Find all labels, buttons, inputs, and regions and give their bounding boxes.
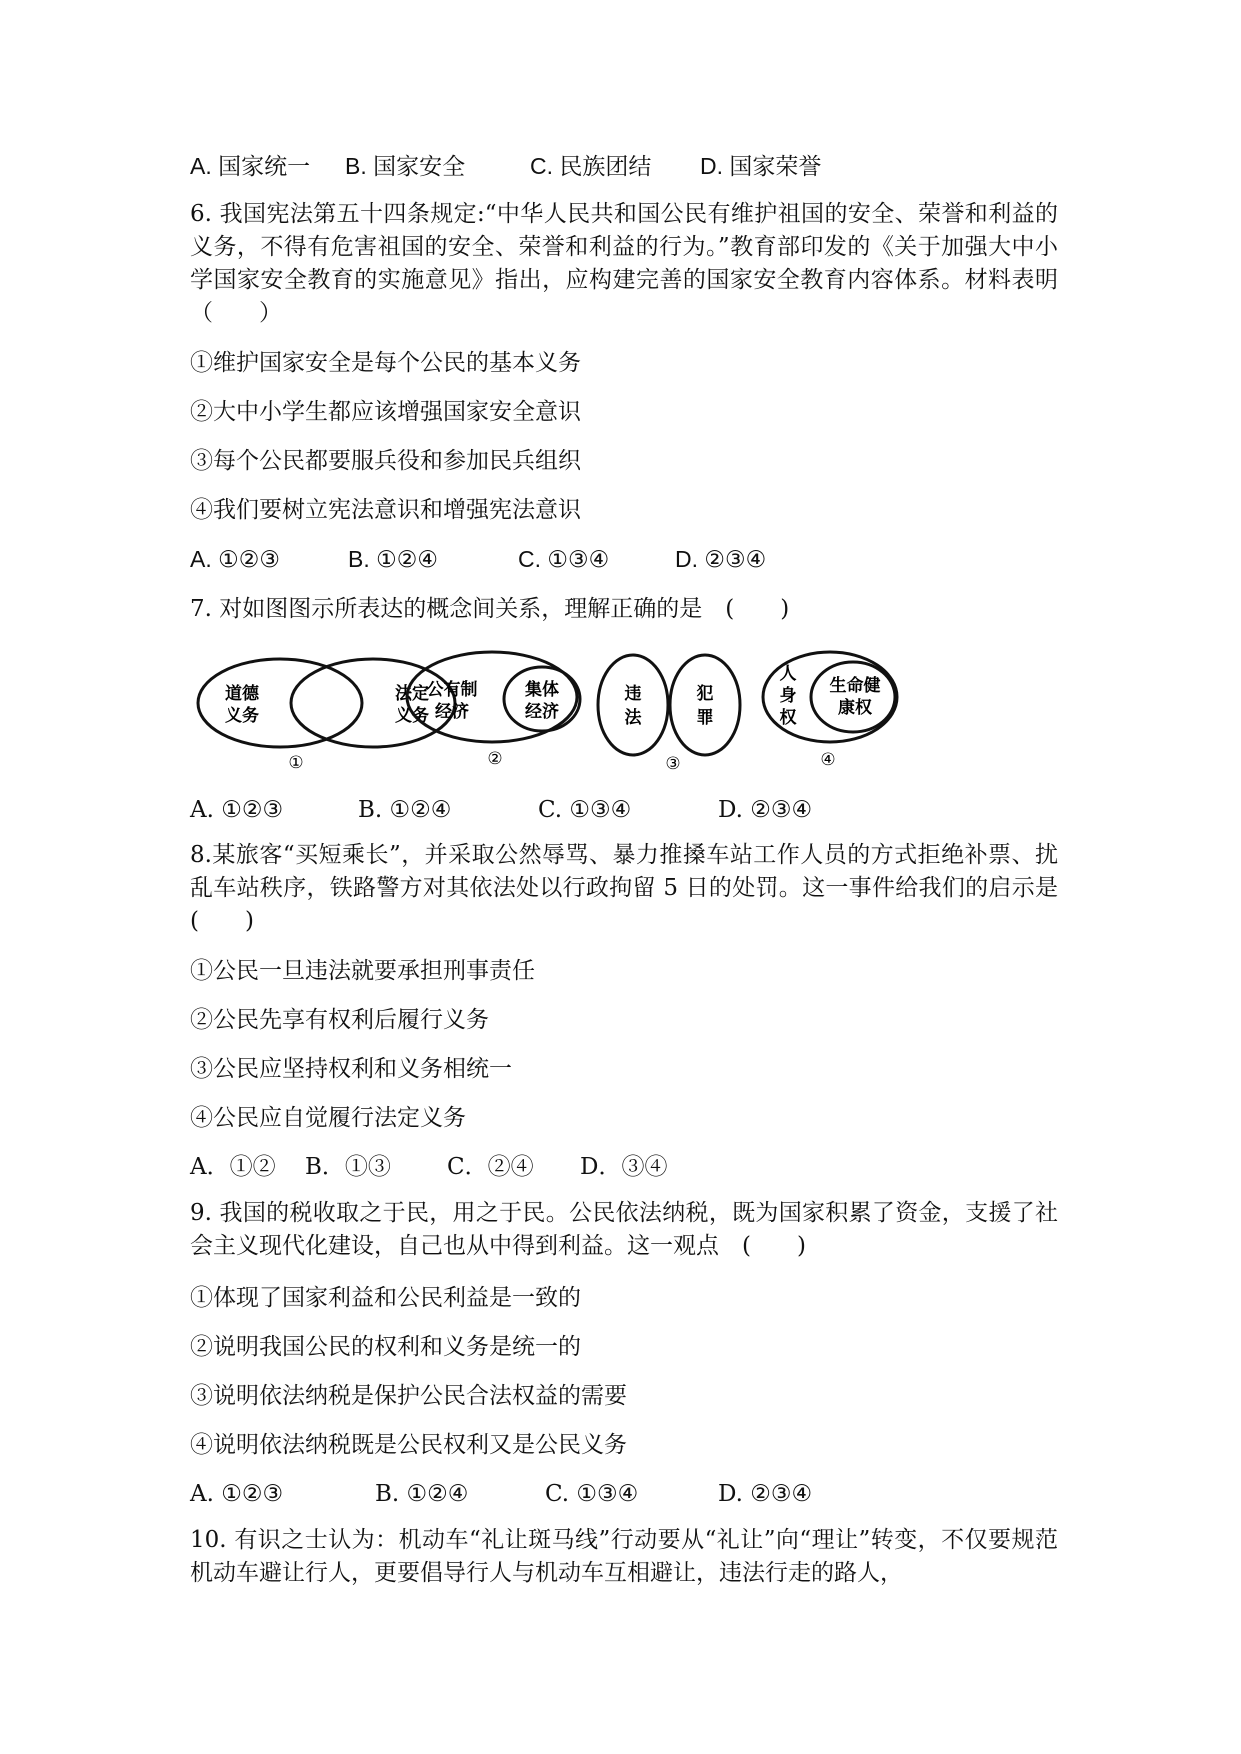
d4-number: ④: [820, 750, 836, 770]
d3-left-line2: 法: [624, 708, 642, 728]
q5-option-d: D. 国家荣誉: [700, 153, 822, 179]
q8-option-b: B．①③: [305, 1154, 391, 1180]
q9-statement-3: ③说明依法纳税是保护公民合法权益的需要: [190, 1383, 627, 1409]
q6-statement-3: ③每个公民都要服兵役和参加民兵组织: [190, 448, 581, 474]
q8-stem: 8.某旅客“买短乘长”，并采取公然辱骂、暴力推搡车站工作人员的方式拒绝补票、扰乱车站秩序，铁路警方对其依法处以行政拘留 5 日的处罚。这一事件给我们的启示是( ): [190, 842, 1058, 934]
q10-stem: 10. 有识之士认为：机动车“礼让斑马线”行动要从“礼让”向“理让”转变，不仅要规范机动车避让行人，更要倡导行人与机动车互相避让，违法行走的路人，: [190, 1527, 1058, 1586]
q8-statement-1: ①公民一旦违法就要承担刑事责任: [190, 958, 535, 984]
q7-option-b: B. ①②④: [358, 797, 452, 823]
q6-option-c: C. ①③④: [518, 546, 610, 572]
q5-option-c: C. 民族团结: [530, 153, 652, 179]
q9-option-d: D. ②③④: [718, 1481, 813, 1507]
d1-left-line2: 义务: [225, 706, 259, 726]
q5-option-b: B. 国家安全: [345, 153, 466, 179]
q6-option-d: D. ②③④: [675, 546, 767, 572]
q7-stem: 7. 对如图图示所表达的概念间关系，理解正确的是 ( ): [190, 596, 790, 622]
q9-option-b: B. ①②④: [375, 1481, 469, 1507]
q8-option-d: D．③④: [580, 1154, 668, 1180]
d1-number: ①: [288, 753, 304, 773]
q8-option-a: A．①②: [190, 1154, 276, 1180]
q9-stem: 9. 我国的税收取之于民，用之于民。公民依法纳税，既为国家积累了资金，支援了社会主义现代化建设，自己也从中得到利益。这一观点 ( ): [190, 1200, 1058, 1259]
d4-outer-line1: 人: [779, 664, 797, 684]
q8-option-c: C．②④: [447, 1154, 534, 1180]
q6-statement-2: ②大中小学生都应该增强国家安全意识: [190, 399, 581, 425]
q6-statement-1: ①维护国家安全是每个公民的基本义务: [190, 350, 581, 376]
d2-outer-line2: 经济: [435, 702, 469, 722]
q8-statement-3: ③公民应坚持权利和义务相统一: [190, 1056, 512, 1082]
d4-inner-line1: 生命健: [829, 676, 881, 696]
d4-outer-line2: 身: [779, 686, 797, 706]
q9-statement-4: ④说明依法纳税既是公民权利又是公民义务: [190, 1432, 627, 1458]
q5-option-a: A. 国家统一: [190, 153, 311, 179]
concept-diagram: [190, 645, 910, 775]
q9-option-c: C. ①③④: [545, 1481, 639, 1507]
d1-right-line1: 法定: [395, 684, 429, 704]
d2-inner-line1: 集体: [525, 680, 559, 700]
d4-inner-line2: 康权: [838, 698, 872, 718]
q9-statement-2: ②说明我国公民的权利和义务是统一的: [190, 1334, 581, 1360]
d3-right-line2: 罪: [696, 708, 714, 728]
q6-statement-4: ④我们要树立宪法意识和增强宪法意识: [190, 497, 581, 523]
d2-inner-line2: 经济: [525, 702, 559, 722]
q7-option-d: D. ②③④: [718, 797, 813, 823]
q7-option-a: A. ①②③: [190, 797, 284, 823]
d2-number: ②: [487, 749, 503, 769]
q8-statement-2: ②公民先享有权利后履行义务: [190, 1007, 489, 1033]
q8-statement-4: ④公民应自觉履行法定义务: [190, 1105, 466, 1131]
d3-right-line1: 犯: [696, 684, 714, 704]
q6-option-b: B. ①②④: [348, 546, 438, 572]
d1-right-line2: 义务: [395, 706, 429, 726]
q7-option-c: C. ①③④: [538, 797, 632, 823]
q6-stem: 6. 我国宪法第五十四条规定:“中华人民共和国公民有维护祖国的安全、荣誉和利益的义务，不得有危害祖国的安全、荣誉和利益的行为。”教育部印发的《关于加强大中小学国家安全教育的实施意见》指出，应构建完善的国家安全教育内容体系。材料表明（ ）: [190, 201, 1058, 326]
d3-number: ③: [665, 754, 681, 774]
q6-option-a: A. ①②③: [190, 546, 280, 572]
d4-outer-line3: 权: [779, 708, 797, 728]
d3-left-line1: 违: [624, 684, 642, 704]
q9-statement-1: ①体现了国家利益和公民利益是一致的: [190, 1285, 581, 1311]
d2-outer-line1: 公有制: [426, 680, 478, 700]
d1-left-line1: 道德: [225, 684, 259, 704]
q9-option-a: A. ①②③: [190, 1481, 284, 1507]
